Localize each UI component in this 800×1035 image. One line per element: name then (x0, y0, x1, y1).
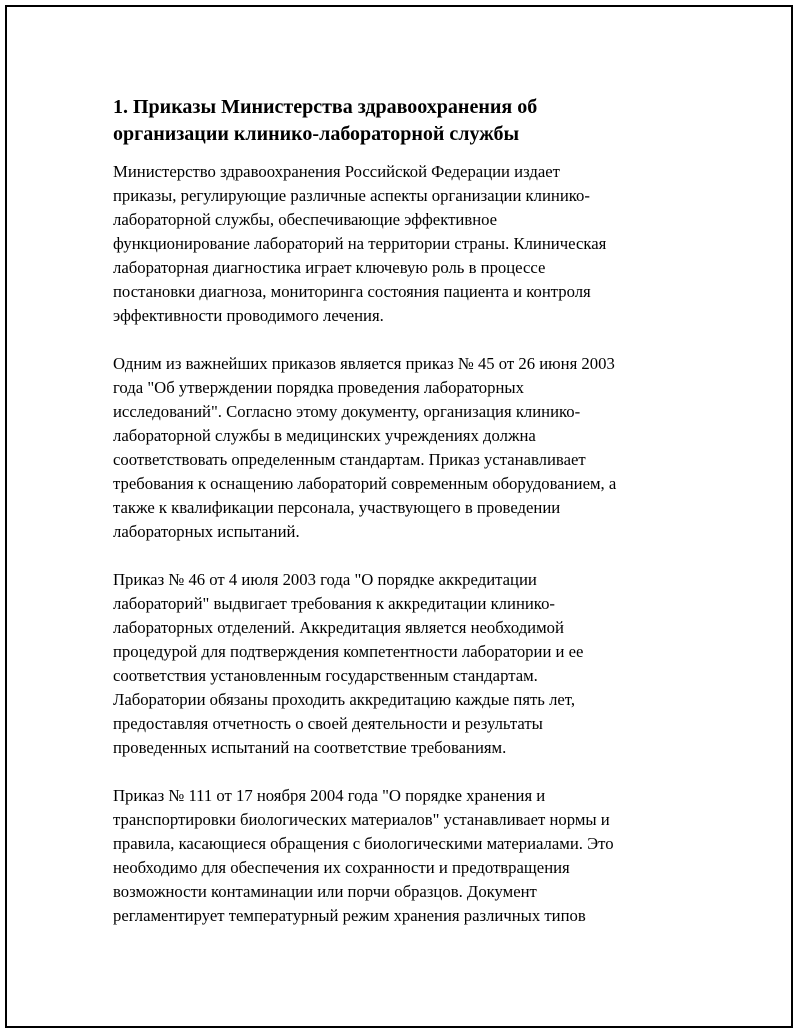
paragraph-1 (113, 160, 688, 328)
text-line: исследований". Согласно этому документу, организация клинико- (113, 402, 581, 421)
text-line: Одним из важнейших приказов является приказ № 45 от 26 июня 2003 (113, 354, 615, 373)
text-line: транспортировки биологических материалов" устанавливает нормы и (113, 810, 610, 829)
text-line: функционирование лабораторий на территории страны. Клиническая (113, 234, 607, 253)
text-line: эффективности проводимого лечения. (113, 306, 384, 325)
text-line: соответствовать определенным стандартам. Приказ устанавливает (113, 450, 586, 469)
text-line: постановки диагноза, мониторинга состояния пациента и контроля (113, 282, 591, 301)
text-line: лабораторной службы в медицинских учреждениях должна (113, 426, 536, 445)
paragraph-2 (113, 352, 688, 544)
text-line: года "Об утверждении порядка проведения лабораторных (113, 378, 524, 397)
text-line: лабораторий" выдвигает требования к аккредитации клинико- (113, 594, 555, 613)
paragraph-3 (113, 568, 688, 760)
text-line: Министерство здравоохранения Российской Федерации издает (113, 162, 560, 181)
text-line: приказы, регулирующие различные аспекты организации клинико- (113, 186, 590, 205)
heading-line: 1. Приказы Министерства здравоохранения об (113, 96, 538, 118)
text-line: соответствия установленным государственным стандартам. (113, 666, 538, 685)
text-line: Лаборатории обязаны проходить аккредитацию каждые пять лет, (113, 690, 576, 709)
text-line: Приказ № 46 от 4 июля 2003 года "О порядке аккредитации (113, 570, 537, 589)
paragraph-4 (113, 784, 688, 928)
text-line: проведенных испытаний на соответствие требованиям. (113, 738, 507, 757)
text-line: правила, касающиеся обращения с биологическими материалами. Это (113, 834, 614, 853)
text-line: требования к оснащению лабораторий современным оборудованием, а (113, 474, 617, 493)
text-line: лабораторных испытаний. (113, 522, 300, 541)
text-line: лабораторная диагностика играет ключевую роль в процессе (113, 258, 546, 277)
text-line: процедурой для подтверждения компетентности лаборатории и ее (113, 642, 584, 661)
text-line: Приказ № 111 от 17 ноября 2004 года "О порядке хранения и (113, 786, 546, 805)
text-line: также к квалификации персонала, участвующего в проведении (113, 498, 561, 517)
document-content (113, 94, 688, 952)
text-line: предоставляя отчетность о своей деятельности и результаты (113, 714, 543, 733)
text-line: необходимо для обеспечения их сохранности и предотвращения (113, 858, 570, 877)
section-heading (113, 94, 688, 148)
heading-line: организации клинико-лабораторной службы (113, 123, 520, 145)
text-line: лабораторной службы, обеспечивающие эффективное (113, 210, 498, 229)
text-line: лабораторных отделений. Аккредитация является необходимой (113, 618, 564, 637)
text-line: регламентирует температурный режим хранения различных типов (113, 906, 586, 925)
text-line: возможности контаминации или порчи образцов. Документ (113, 882, 537, 901)
